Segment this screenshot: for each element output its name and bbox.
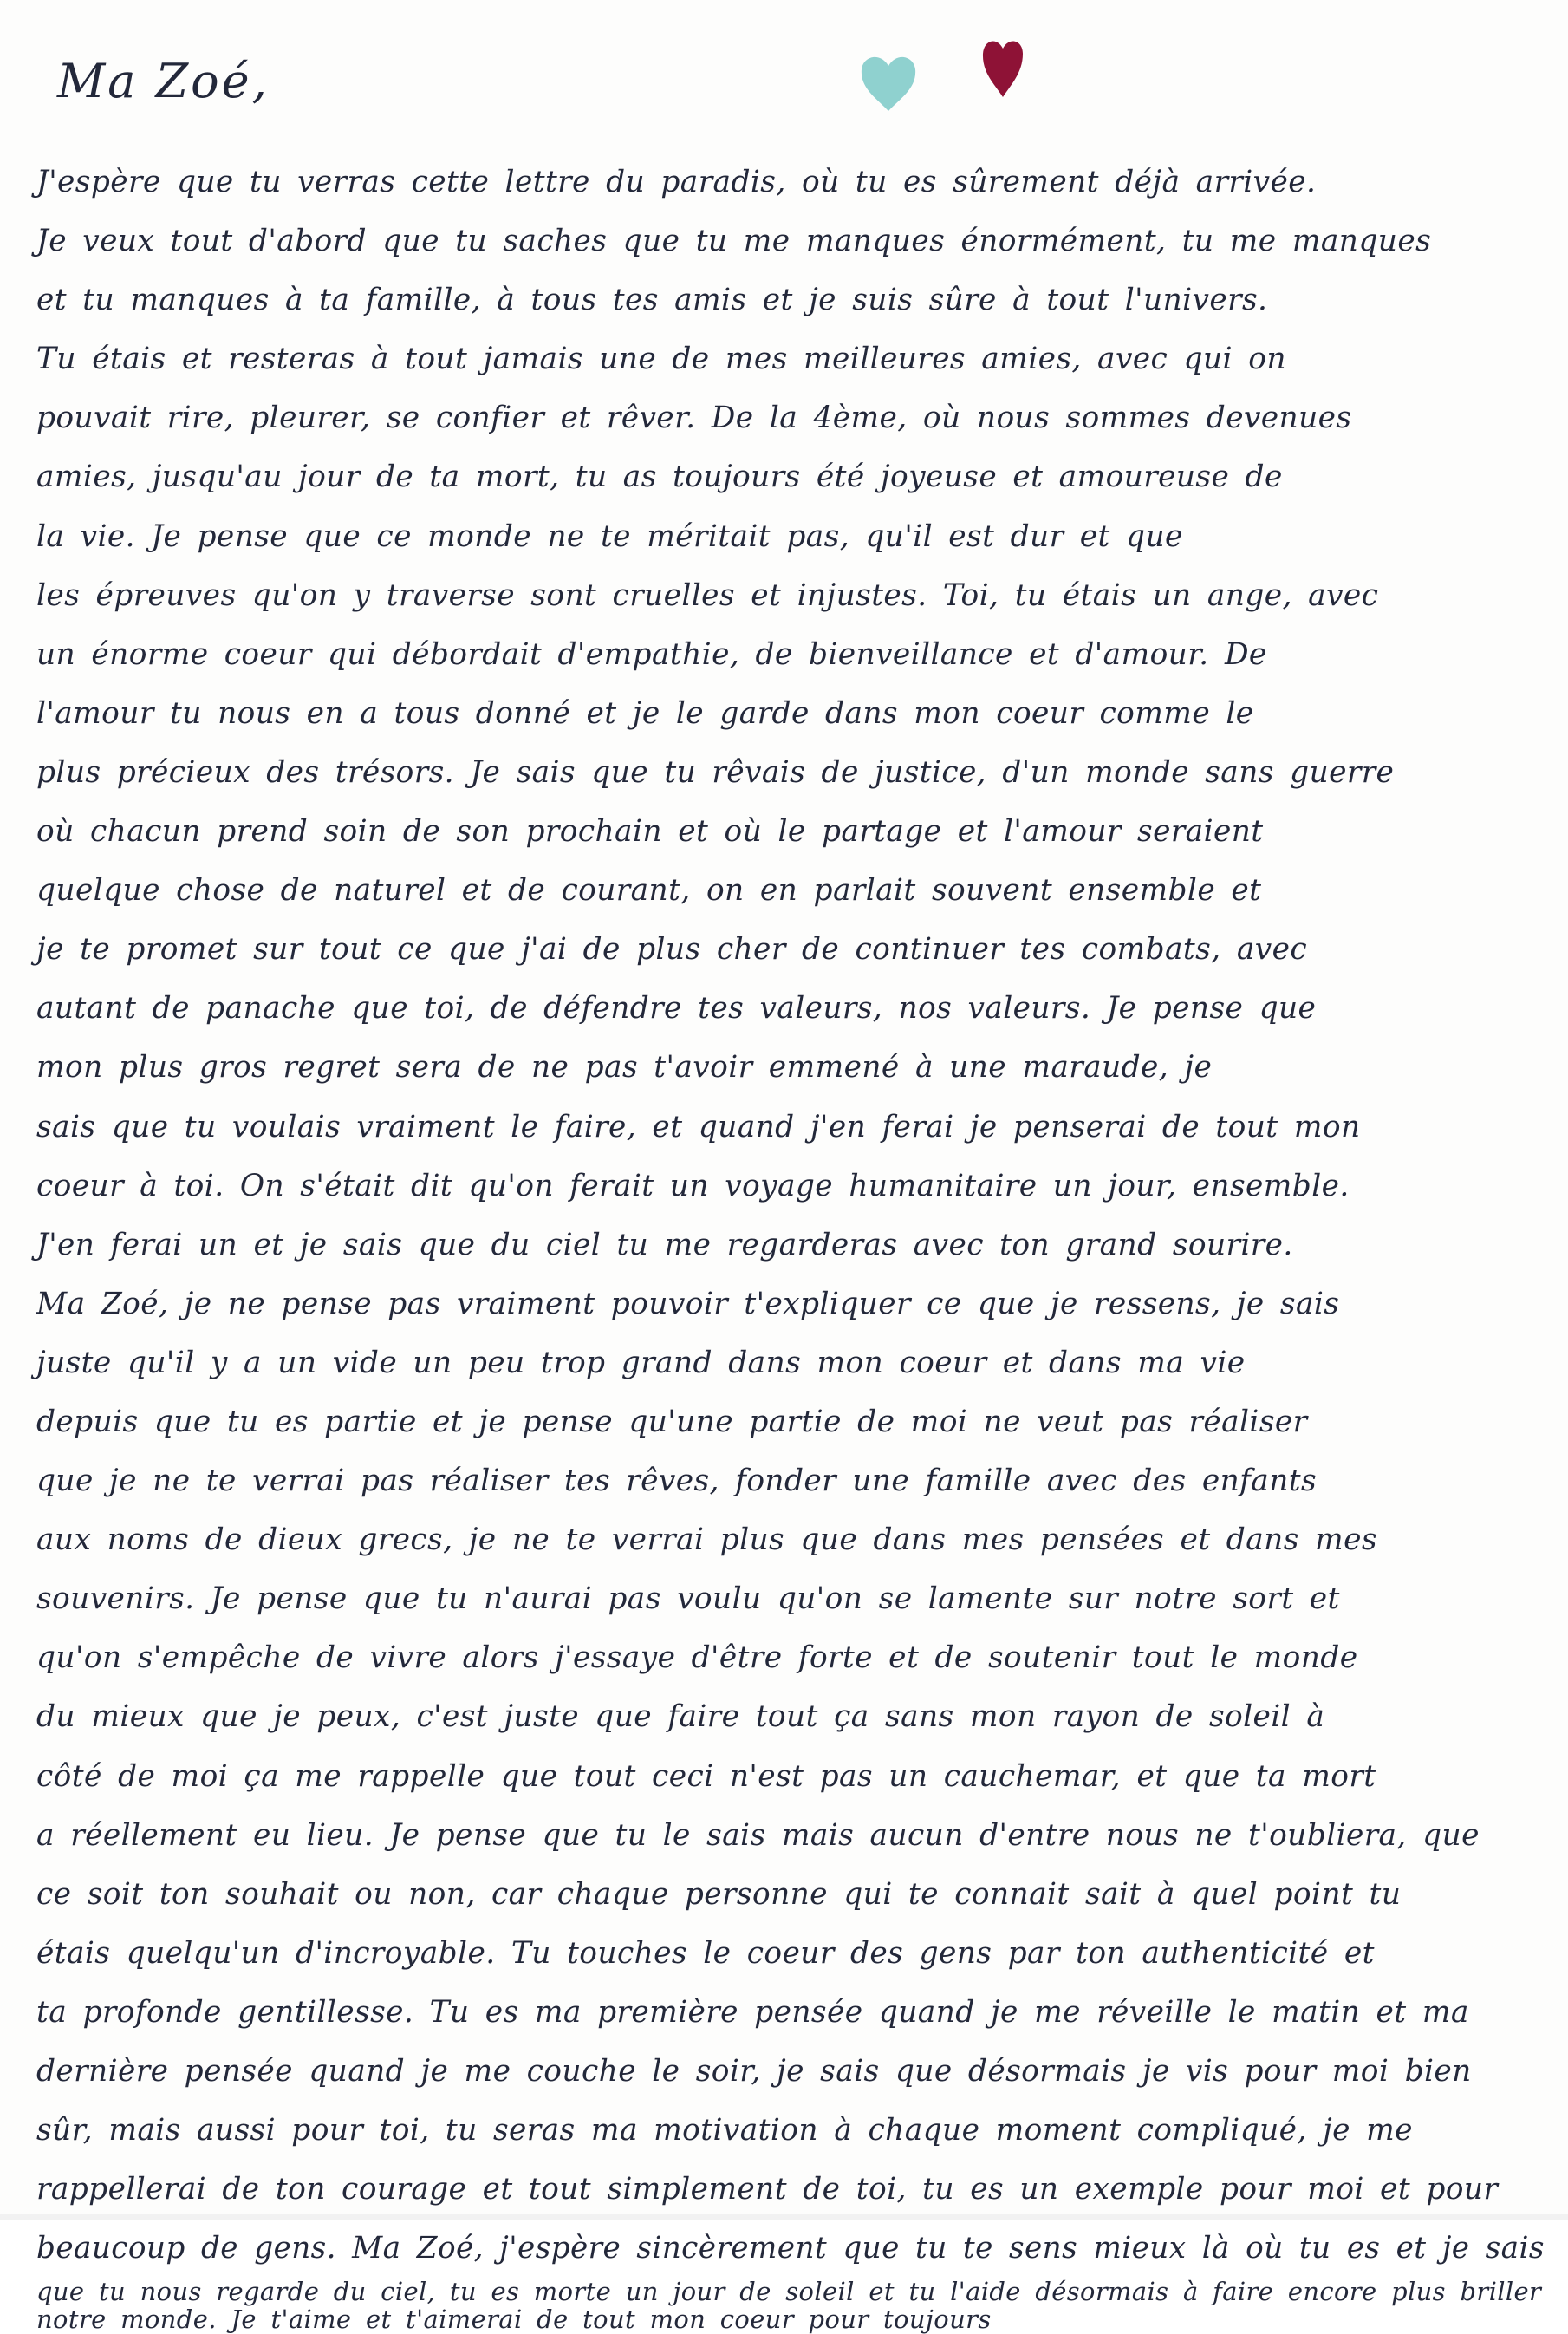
page-bottom-edge xyxy=(0,2214,1568,2220)
letter-line: rappellerai de ton courage et tout simplement de toi, tu es un exemple pour moi et pour xyxy=(36,2172,1499,2207)
letter-line: ta profonde gentillesse. Tu es ma première pensée quand je me réveille le matin et ma xyxy=(36,1994,1469,2030)
letter-line: où chacun prend soin de son prochain et où le partage et l'amour seraient xyxy=(36,814,1264,850)
letter-line: quelque chose de naturel et de courant, on en parlait souvent ensemble et xyxy=(36,873,1262,909)
letter-line: ce soit ton souhait ou non, car chaque personne qui te connait sait à quel point tu xyxy=(36,1876,1402,1912)
letter-line: mon plus gros regret sera de ne pas t'avoir emmené à une maraude, je xyxy=(36,1050,1213,1086)
letter-line: depuis que tu es partie et je pense qu'une partie de moi ne veut pas réaliser xyxy=(36,1404,1308,1439)
letter-line: plus précieux des trésors. Je sais que tu rêvais de justice, d'un monde sans guerre xyxy=(36,754,1395,790)
letter-line: J'espère que tu verras cette lettre du paradis, où tu es sûrement déjà arrivée. xyxy=(36,165,1317,199)
letter-body xyxy=(36,153,1549,2333)
letter-line: que je ne te verrai pas réaliser tes rêves, fonder une famille avec des enfants xyxy=(36,1464,1318,1499)
letter-line: Ma Zoé, je ne pense pas vraiment pouvoir t'expliquer ce que je ressens, je sais xyxy=(36,1286,1340,1321)
teal-heart-icon xyxy=(858,50,919,113)
letter-final-line: que tu nous regarde du ciel, tu es morte un jour de soleil et tu l'aide désormais à faire encore plus briller xyxy=(36,2277,1542,2307)
hearts-decoration xyxy=(858,35,1040,130)
letter-line: du mieux que je peux, c'est juste que faire tout ça sans mon rayon de soleil à xyxy=(36,1699,1325,1735)
letter-line: amies, jusqu'au jour de ta mort, tu as toujours été joyeuse et amoureuse de xyxy=(36,460,1283,495)
letter-line: dernière pensée quand je me couche le soir, je sais que désormais je vis pour moi bien xyxy=(36,2054,1472,2089)
letter-line: sûr, mais aussi pour toi, tu seras ma motivation à chaque moment compliqué, je me xyxy=(36,2113,1413,2148)
letter-line: côté de moi ça me rappelle que tout ceci n'est pas un cauchemar, et que ta mort xyxy=(36,1758,1376,1794)
letter-line: l'amour tu nous en a tous donné et je le garde dans mon coeur comme le xyxy=(36,695,1254,731)
red-heart-icon xyxy=(979,35,1026,99)
letter-line: Tu étais et resteras à tout jamais une de mes meilleures amies, avec qui on xyxy=(36,342,1286,377)
letter-line: autant de panache que toi, de défendre tes valeurs, nos valeurs. Je pense que xyxy=(36,991,1317,1027)
letter-line: sais que tu voulais vraiment le faire, et quand j'en ferai je penserai de tout mon xyxy=(36,1109,1361,1144)
letter-line: juste qu'il y a un vide un peu trop grand dans mon coeur et dans ma vie xyxy=(36,1345,1246,1380)
letter-line: pouvait rire, pleurer, se confier et rêver. De la 4ème, où nous sommes devenues xyxy=(36,401,1352,436)
letter-line: a réellement eu lieu. Je pense que tu le sais mais aucun d'entre nous ne t'oubliera, que xyxy=(36,1817,1480,1853)
letter-line: coeur à toi. On s'était dit qu'on ferait un voyage humanitaire un jour, ensemble. xyxy=(36,1168,1350,1203)
letter-line: étais quelqu'un d'incroyable. Tu touches le coeur des gens par ton authenticité et xyxy=(36,1935,1375,1971)
letter-line: Je veux tout d'abord que tu saches que tu me manques énormément, tu me manques xyxy=(36,224,1432,259)
letter-line: beaucoup de gens. Ma Zoé, j'espère sincèrement que tu te sens mieux là où tu es et je sais xyxy=(36,2231,1545,2266)
letter-line: la vie. Je pense que ce monde ne te méritait pas, qu'il est dur et que xyxy=(36,518,1183,554)
letter-line: je te promet sur tout ce que j'ai de plus cher de continuer tes combats, avec xyxy=(36,932,1307,968)
letter-final-line: notre monde. Je t'aime et t'aimerai de tout mon coeur pour toujours xyxy=(36,2305,992,2334)
letter-line: un énorme coeur qui débordait d'empathie, de bienveillance et d'amour. De xyxy=(36,636,1267,672)
letter-line: souvenirs. Je pense que tu n'aurai pas voulu qu'on se lamente sur notre sort et xyxy=(36,1581,1340,1617)
letter-line: aux noms de dieux grecs, je ne te verrai plus que dans mes pensées et dans mes xyxy=(36,1522,1377,1558)
letter-line: et tu manques à ta famille, à tous tes amis et je suis sûre à tout l'univers. xyxy=(36,283,1268,318)
letter-line: J'en ferai un et je sais que du ciel tu me regarderas avec ton grand sourire. xyxy=(36,1227,1293,1262)
letter-line: les épreuves qu'on y traverse sont cruelles et injustes. Toi, tu étais un ange, avec xyxy=(36,577,1379,613)
letter-greeting: Ma Zoé, xyxy=(57,54,270,108)
letter-line: qu'on s'empêche de vivre alors j'essaye d'être forte et de soutenir tout le monde xyxy=(36,1640,1358,1676)
